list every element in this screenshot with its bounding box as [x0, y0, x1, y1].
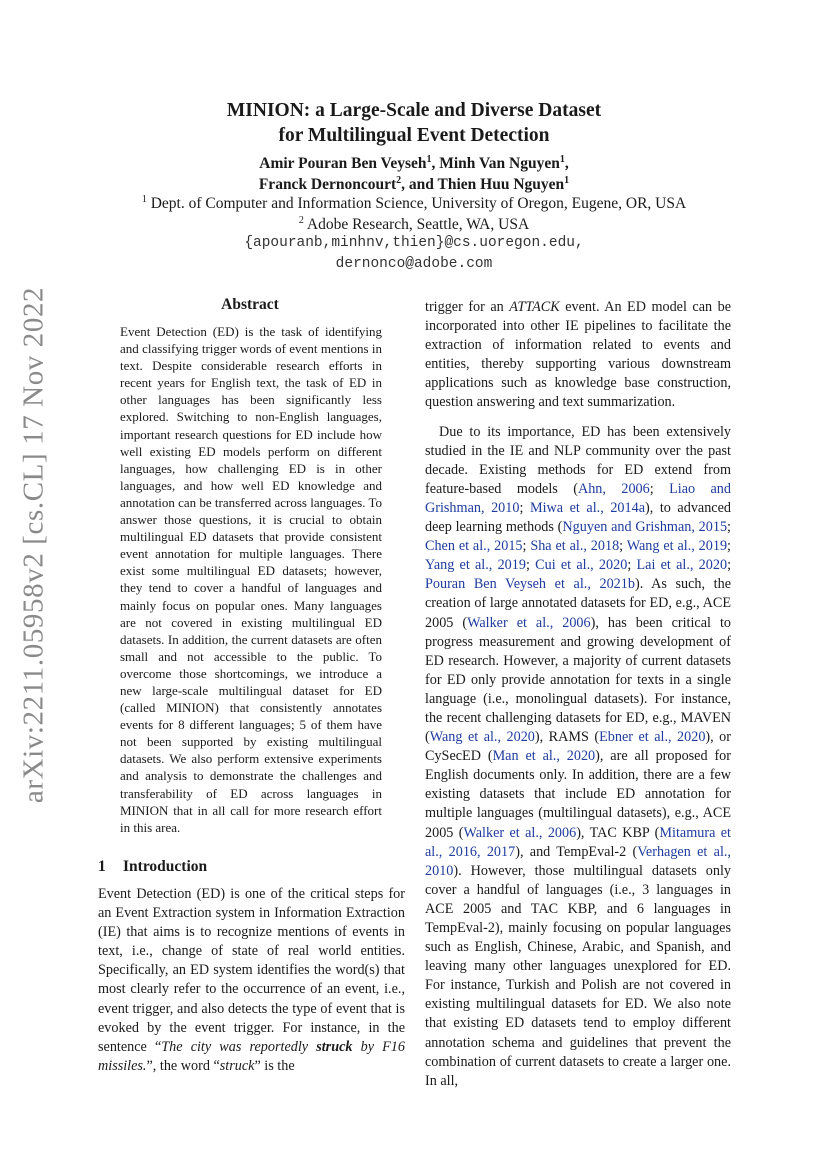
citation-link[interactable]: Wang et al., 2020 — [429, 729, 535, 746]
title-line-2: for Multilingual Event Detection — [278, 125, 550, 146]
citation-link[interactable]: Ahn, 2006 — [577, 480, 650, 497]
body-text: ; — [519, 499, 530, 516]
body-text: ; — [619, 538, 627, 555]
abstract-body: Event Detection (ED) is the task of identifying and classifying trigger words of event mentions in text. Despite considerable research efforts in recent years for English text, the task of ED in other languages has been significantly less explored. Switching to non-English languages, important research questions for ED include how well existing ED models perform on different languages, how challenging ED is in other languages, and how well ED knowledge and annotation can be transferred across languages. To answer those questions, it is crucial to obtain multilingual ED datasets that provide consistent event annotation for multiple languages. There exist some multilingual ED datasets; however, they tend to cover a handful of languages and mainly focus on popular ones. Many languages are not covered in existing multilingual ED datasets. In addition, the current datasets are often small and not accessible to the public. To overcome those shortcomings, we introduce a new large-scale multilingual dataset for ED (called MINION) that consistently annotates events for 8 different languages; 5 of them have not been supported by existing multilingual datasets. We also perform extensive experiments and analysis to demonstrate the challenges and transferability of ED across languages in MINION that in all call for more research effort in this area. — [120, 324, 382, 835]
body-text: ”, the word “ — [146, 1057, 220, 1074]
body-text: ), TAC KBP ( — [576, 824, 660, 841]
affiliation-text: Adobe Research, Seattle, WA, USA — [306, 215, 530, 233]
citation-link[interactable]: Man et al., 2020 — [492, 748, 596, 765]
body-text: event. An ED model can be incorporated into other IE pipelines to facilitate the extraction of information related to events and entities, thereby supporting various downstream applications such as knowledge base construction, question answering and text summarization. — [425, 299, 731, 411]
citation-link[interactable]: Miwa et al., 2014a — [529, 499, 645, 516]
author-name: Thien Huu Nguyen — [437, 176, 565, 193]
citation-link[interactable]: Ebner et al., 2020 — [599, 729, 706, 746]
title-line-1: MINION: a Large-Scale and Diverse Dataset — [226, 100, 602, 121]
author-affil-mark: 1 — [559, 153, 565, 165]
citation-link[interactable]: Liao and Grishman, 2010 — [425, 480, 731, 516]
body-text: Due to its importance, ED has been extensively studied in the IE and NLP community over the past decade. Existing methods for ED extend from feature-based models ( — [425, 423, 731, 497]
body-text: ; — [522, 538, 531, 555]
citation-link[interactable]: Yang et al., 2019 — [425, 557, 526, 574]
citation-link[interactable]: Verhagen et al., 2010 — [425, 843, 731, 879]
body-text: ), are all proposed for English documents only. In addition, there are a few existing datasets that include ED annotation for multiple languages (multilingual datasets), e.g., ACE 2005 ( — [425, 748, 731, 841]
citation-link[interactable]: Mitamura et al., 2016, 2017 — [425, 824, 731, 860]
email-line-1: {apouranb,minhnv,thien}@cs.uoregon.edu, — [244, 235, 584, 251]
author-name: Amir Pouran Ben Veyseh — [259, 155, 427, 172]
author-emails — [0, 233, 828, 274]
affiliation-text: Dept. of Computer and Information Science, University of Oregon, Eugene, OR, USA — [150, 195, 687, 212]
citation-link[interactable]: Sha et al., 2018 — [530, 538, 620, 555]
body-text: ), RAMS ( — [534, 729, 600, 746]
section-title: Introduction — [123, 858, 208, 875]
author-affil-mark: 1 — [426, 153, 432, 165]
author-affil-mark: 1 — [564, 174, 570, 186]
example-trigger: struck — [316, 1038, 353, 1055]
intro-paragraph-1-cont — [425, 298, 731, 413]
affiliations — [0, 194, 828, 235]
affiliation-1 — [0, 194, 828, 215]
intro-left-column — [98, 885, 405, 1076]
body-text: Event Detection (ED) is one of the critical steps for an Event Extraction system in Information Extraction (IE) that aims is to recognize mentions of events in text, i.e., change of state of real world entities. Specifically, an ED system identifies the word(s) that most clearly refer to the occurrence of an event, i.e., event trigger, and also detects the type of event that is evoked by the event trigger. For instance, in the sentence “ — [98, 886, 405, 1055]
citation-link[interactable]: Nguyen and Grishman, 2015 — [562, 519, 728, 536]
body-text: ), and TempEval-2 ( — [515, 843, 638, 860]
trigger-word: struck — [219, 1057, 255, 1074]
author-affil-mark: 2 — [396, 174, 402, 186]
event-type: ATTACK — [509, 299, 560, 315]
citation-link[interactable]: Walker et al., 2006 — [467, 614, 591, 631]
citation-link[interactable]: Chen et al., 2015 — [425, 538, 523, 555]
body-text: ; — [727, 538, 731, 555]
citation-link[interactable]: Cui et al., 2020 — [535, 557, 628, 574]
body-text: ; — [649, 480, 670, 497]
paper-title — [0, 98, 828, 148]
body-text: ” is the — [254, 1057, 295, 1074]
affiliation-2 — [0, 215, 828, 236]
citation-link[interactable]: Lai et al., 2020 — [636, 557, 728, 574]
body-text: ), or CySecED ( — [425, 729, 732, 765]
body-text: ; — [627, 557, 637, 574]
arxiv-identifier: arXiv:2211.05958v2 [cs.CL] 17 Nov 2022 — [17, 286, 50, 804]
author-line-1: Amir Pouran Ben Veyseh$^1$, Minh Van Nguyen$^1$, — [259, 153, 569, 172]
body-text: trigger for an — [425, 299, 510, 315]
body-text: ), to advanced deep learning methods ( — [425, 499, 731, 536]
author-line-2: Franck Dernoncourt$^2$, and Thien Huu Nguyen$^1$ — [258, 174, 570, 193]
section-number: 1 — [98, 858, 106, 875]
intro-paragraph-2 — [425, 423, 731, 1091]
affil-mark: 1 — [141, 193, 147, 205]
citation-link[interactable]: Wang et al., 2019 — [626, 538, 728, 555]
author-name: Minh Van Nguyen — [439, 155, 560, 172]
body-text: ). As such, the creation of large annotated datasets for ED, e.g., ACE 2005 ( — [425, 576, 732, 631]
abstract-heading: Abstract — [221, 296, 279, 313]
affil-mark: 2 — [298, 214, 304, 226]
example-text: by F16 missiles. — [98, 1038, 405, 1074]
body-text: ). However, those multilingual datasets only cover a handful of languages (i.e., 3 languages in ACE 2005 and TAC KBP, and 6 languages in TempEval-2), mainly focusing on popular languages such as English, Chinese, Arabic, and Spanish, and leaving many other languages unexplored for ED. For instance, Turkish and Polish are not covered in existing multilingual datasets for ED. We also note that existing ED datasets tend to employ different annotation schema and guidelines that prevent the combination of current datasets to create a larger one. In all, — [425, 862, 731, 1089]
body-text: ; — [727, 557, 732, 574]
body-text: ; — [727, 519, 731, 536]
intro-right-column — [425, 298, 731, 1091]
body-text: ; — [525, 557, 536, 574]
author-name: Franck Dernoncourt — [258, 176, 397, 193]
citation-link[interactable]: Pouran Ben Veyseh et al., 2021b — [425, 576, 635, 593]
section-heading-introduction — [98, 858, 207, 876]
example-text: The city was reportedly — [161, 1038, 317, 1055]
citation-link[interactable]: Walker et al., 2006 — [463, 824, 577, 841]
author-list — [0, 153, 828, 195]
body-text: ), has been critical to progress measurement and growing development of ED research. However, a majority of current datasets for ED only provide annotation for texts in a single language (i.e., monolingual datasets). For instance, the recent challenging datasets for ED, e.g., MAVEN ( — [425, 614, 731, 746]
arxiv-side-stamp — [8, 230, 60, 860]
email-line-2: dernonco@adobe.com — [335, 255, 493, 272]
intro-paragraph-1 — [98, 885, 405, 1076]
